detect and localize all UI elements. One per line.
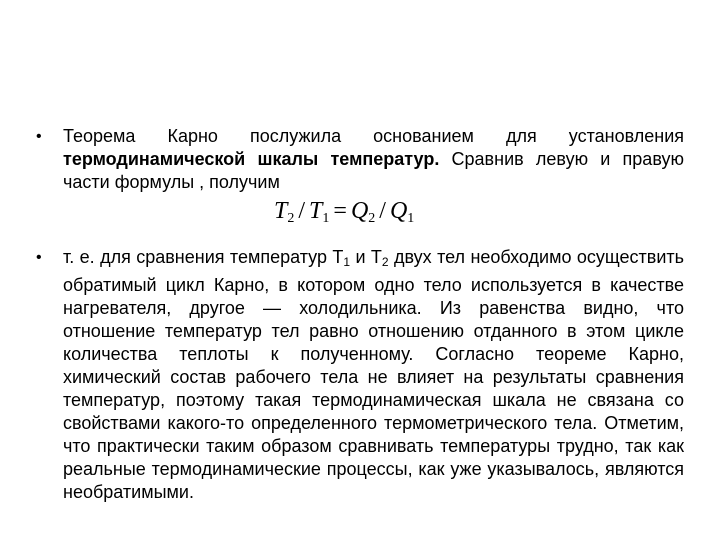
paragraph-theorem (63, 125, 684, 194)
formula-q2: Q (350, 198, 369, 224)
bullet-marker: • (36, 249, 42, 266)
paragraph-theorem-intro: Теорема Карно послужила основанием для установления (63, 126, 684, 146)
formula-q1-sub: 1 (407, 211, 415, 226)
paragraph-comparison-part3: двух тел необходимо осуществить обратимый цикл Карно, в котором одно тело используется в качестве нагревателя, другое — холодильника. Из равенства видно, что отношение температур тел равно отношению отданного в этом цикле количества теплоты к полученному. Согласно теореме Карно, химический состав рабочего тела не влияет на результаты сравнения температур, поэтому такая термодинамическая шкала не связана со свойствами какого-то определенного термометрического тела. Отметим, что практически таким образом сравнивать температуры трудно, так как реальные термодинамические процессы, как уже указывалось, являются необратимыми. (63, 247, 684, 502)
formula-q2-sub: 2 (368, 211, 376, 226)
formula-slash-right: / (379, 198, 386, 224)
formula-t2-sub: 2 (287, 211, 295, 226)
paragraph-comparison-sub2: 2 (381, 255, 389, 269)
formula-slash-left: / (298, 198, 306, 224)
formula-t1-sub: 1 (322, 211, 330, 226)
paragraph-comparison-sub1: 1 (343, 255, 351, 269)
formula-carnot-ratio (274, 196, 414, 234)
paragraph-theorem-bold: термодинамической шкалы температур. (63, 149, 440, 169)
paragraph-theorem-tail: Сравнив левую и правую части формулы , получим (63, 149, 684, 192)
formula-equals: = (333, 198, 347, 224)
formula-t1: T (309, 198, 323, 224)
formula-q1: Q (389, 198, 408, 224)
paragraph-comparison (63, 246, 684, 504)
paragraph-comparison-part2: и Т (350, 247, 382, 267)
bullet-marker: • (36, 128, 42, 145)
formula-t2: T (274, 198, 288, 224)
paragraph-comparison-part1: т. е. для сравнения температур Т (63, 247, 344, 267)
